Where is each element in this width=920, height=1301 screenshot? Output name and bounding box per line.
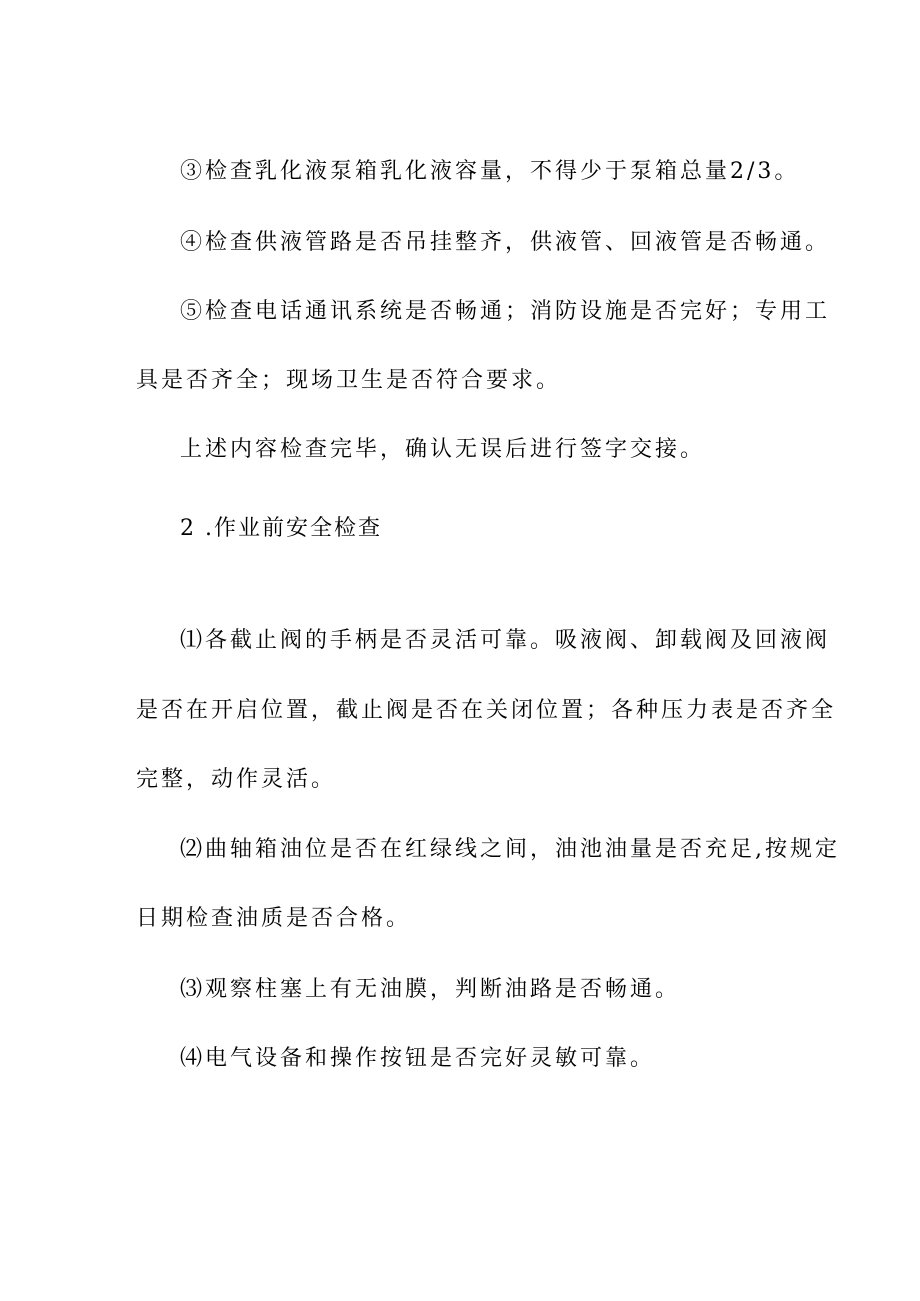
paragraph-valves-line2: 是否在开启位置，截止阀是否在关闭位置；各种压力表是否齐全	[136, 698, 837, 723]
paragraph-check-emulsion-volume: ③检查乳化液泵箱乳化液容量，不得少于泵箱总量2/3。	[180, 159, 800, 184]
section-heading-pre-operation-safety-check: 2 .作业前安全检查	[180, 516, 382, 541]
paragraph-check-communication-line2: 具是否齐全；现场卫生是否符合要求。	[136, 368, 562, 393]
paragraph-handover-signature: 上述内容检查完毕，确认无误后进行签字交接。	[180, 437, 706, 462]
paragraph-check-communication-line1: ⑤检查电话通讯系统是否畅通；消防设施是否完好；专用工	[180, 299, 831, 324]
paragraph-check-supply-pipeline: ④检查供液管路是否吊挂整齐，供液管、回液管是否畅通。	[180, 230, 831, 255]
paragraph-valves-line1: ⑴各截止阀的手柄是否灵活可靠。吸液阀、卸载阀及回液阀	[180, 628, 831, 653]
paragraph-plunger-oil-film: ⑶观察柱塞上有无油膜，判断油路是否畅通。	[180, 977, 681, 1002]
paragraph-crankcase-oil-line2: 日期检查油质是否合格。	[136, 906, 412, 931]
paragraph-valves-line3: 完整，动作灵活。	[136, 767, 337, 792]
paragraph-electrical-equipment: ⑷电气设备和操作按钮是否完好灵敏可靠。	[180, 1046, 656, 1071]
paragraph-crankcase-oil-line1: ⑵曲轴箱油位是否在红绿线之间，油池油量是否充足,按规定	[180, 837, 840, 862]
